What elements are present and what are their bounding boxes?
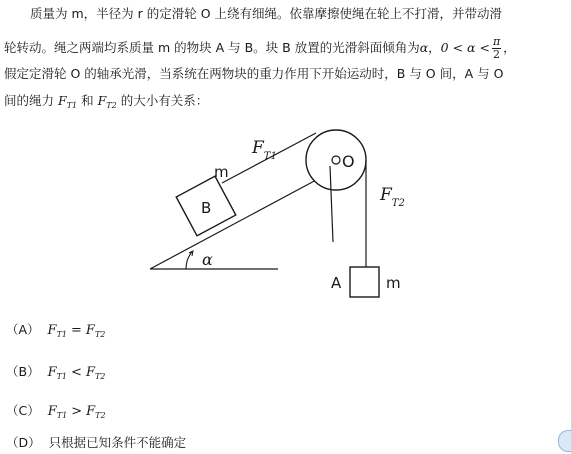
label-block-b: B xyxy=(201,199,212,217)
fraction-numerator: π xyxy=(492,35,501,48)
option-a-label: （A） xyxy=(6,322,40,337)
option-c-relation: > xyxy=(71,404,83,419)
option-a-lhs: F xyxy=(47,323,57,338)
option-a-expression xyxy=(48,323,106,338)
option-c-label: （C） xyxy=(6,403,40,418)
option-b-label: （B） xyxy=(6,364,40,379)
stem-text-1: 质量为 m，半径为 r 的定滑轮 O 上绕有细绳。依靠摩擦使绳在轮上不打滑，并带动滑 xyxy=(30,6,503,21)
stem-line-4 xyxy=(4,93,208,114)
stem-sep: ， xyxy=(428,40,441,55)
label-block-a: A xyxy=(331,274,342,292)
option-b-rhs-sub: T2 xyxy=(94,372,106,381)
stem-text-3: 假定定滑轮 O 的轴承光滑，当系统在两物块的重力作用下开始运动时，B 与 O 间，A 与 O xyxy=(4,66,504,81)
option-a-rhs: F xyxy=(85,323,95,338)
incline-slope-line xyxy=(150,179,318,269)
option-c-lhs: F xyxy=(47,404,57,419)
option-d[interactable] xyxy=(6,435,186,451)
stem-end-comma: ， xyxy=(503,40,516,55)
stem-line-1 xyxy=(30,6,502,22)
stem-line-3 xyxy=(4,66,503,82)
option-a-lhs-sub: T1 xyxy=(56,330,68,339)
pulley-axle xyxy=(332,156,340,164)
label-alpha: α xyxy=(202,250,213,269)
pi-over-two-fraction xyxy=(492,36,501,61)
option-d-label: （D） xyxy=(6,435,41,450)
stem-line-2 xyxy=(4,36,516,61)
option-a-rhs-sub: T2 xyxy=(94,330,106,339)
ft1-letter: F xyxy=(58,93,67,108)
question-stem xyxy=(0,0,571,120)
option-b[interactable] xyxy=(6,364,105,385)
option-a[interactable] xyxy=(6,322,105,343)
option-b-lhs: F xyxy=(47,365,57,380)
option-a-relation: = xyxy=(71,323,82,338)
option-c-rhs-sub: T2 xyxy=(95,411,106,420)
option-b-rhs: F xyxy=(85,365,95,380)
tension-ft2-symbol xyxy=(98,93,117,108)
label-mass-a: m xyxy=(386,274,401,292)
stem-text-2: 轮转动。绳之两端均系质量 m 的物块 A 与 B。块 B 放置的光滑斜面倾角为 xyxy=(4,40,420,55)
option-c[interactable] xyxy=(6,403,106,424)
block-a xyxy=(350,267,379,297)
option-c-lhs-sub: T1 xyxy=(56,411,68,420)
stem-text-4-pre: 间的绳力 xyxy=(4,93,55,108)
side-tab-handle[interactable] xyxy=(558,430,571,452)
option-b-lhs-sub: T1 xyxy=(56,372,68,381)
option-b-relation: < xyxy=(71,365,82,380)
label-pulley-o: O xyxy=(342,152,355,171)
angle-alpha-arc xyxy=(186,252,192,269)
option-c-rhs: F xyxy=(86,404,96,419)
label-ft1: $F_{T1}$ xyxy=(252,138,277,162)
ft2-subscript: T2 xyxy=(106,101,117,110)
pulley-incline-diagram xyxy=(0,120,571,310)
option-d-text: 只根据已知条件不能确定 xyxy=(48,435,187,450)
option-b-expression xyxy=(48,365,106,380)
ft2-letter: F xyxy=(97,93,107,108)
stem-and: 和 xyxy=(81,93,94,108)
angle-range-left: 0 < α < xyxy=(440,40,490,55)
angle-alpha-symbol: α xyxy=(419,40,429,55)
ft1-subscript: T1 xyxy=(66,101,78,110)
label-ft2: $F_{T2}$ xyxy=(380,185,405,209)
label-mass-b: m xyxy=(214,163,229,181)
tension-ft1-symbol xyxy=(58,93,77,108)
fraction-denominator: 2 xyxy=(493,48,501,61)
option-c-expression xyxy=(48,404,106,419)
stem-text-4-post: 的大小有关系： xyxy=(120,93,209,108)
